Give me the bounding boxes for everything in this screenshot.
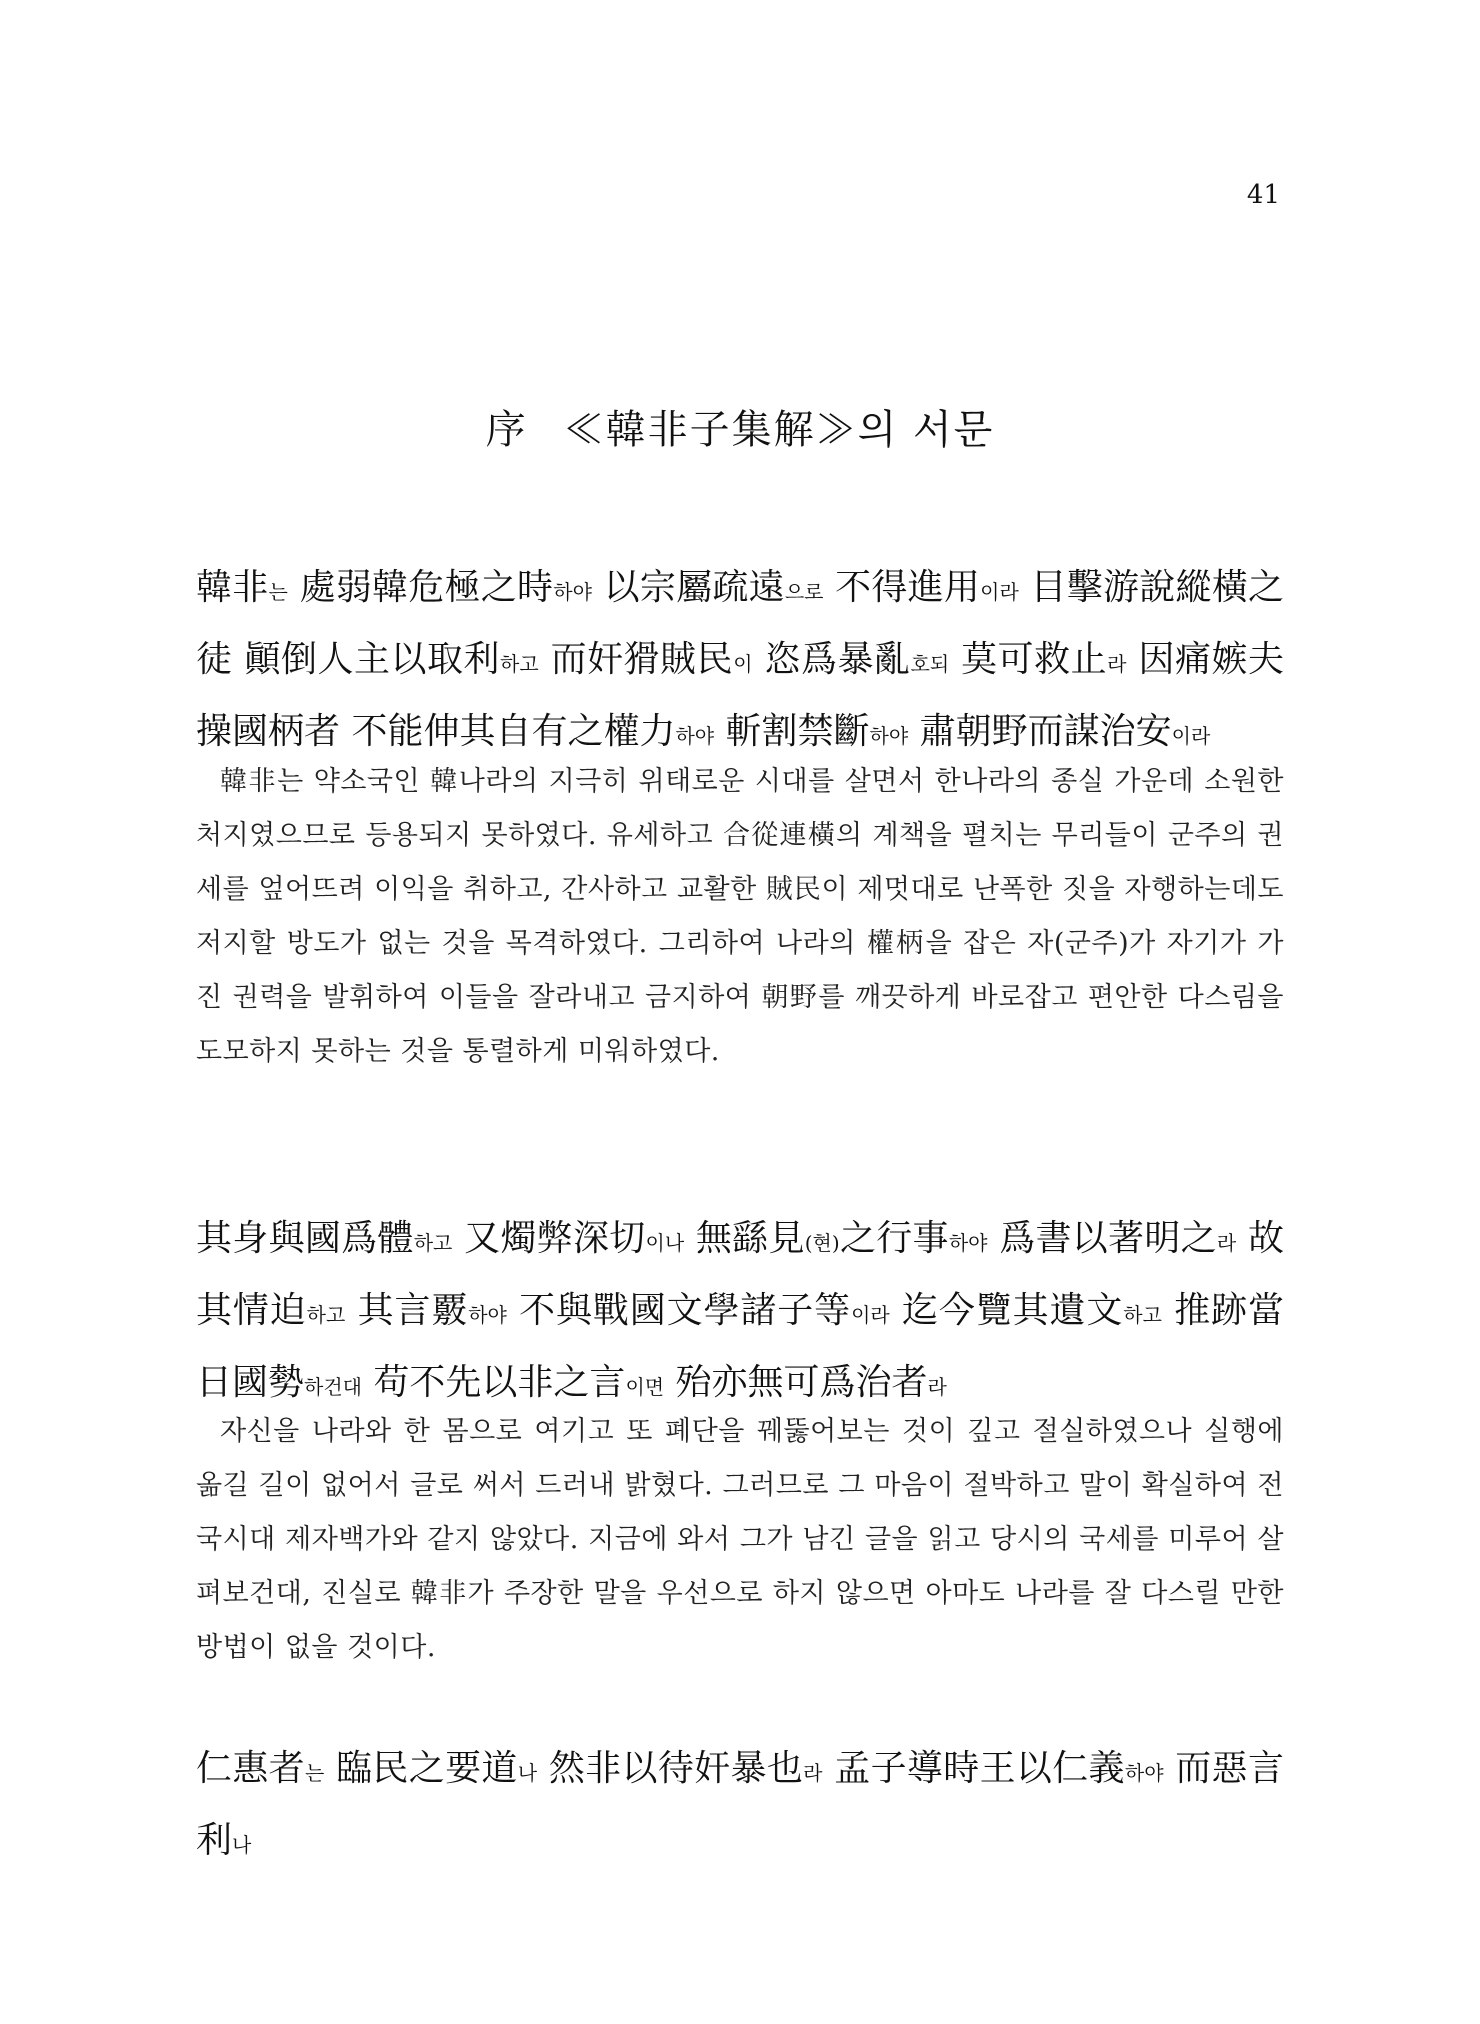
- particle: 하고: [1123, 1303, 1162, 1327]
- translation-2: 자신을 나라와 한 몸으로 여기고 또 폐단을 꿰뚫어보는 것이 깊고 절실하였으나 실행에 옮길 길이 없어서 글로 써서 드러내 밝혔다. 그러므로 그 마음이 절박하고 말이 확실하여 전국시대 제자백가와 같지 않았다. 지금에 와서 그가 남긴 글을 읽고 당시의 국세를 미루어 살펴보건대, 진실로 韓非가 주장한 말을 우선으로 하지 않으면 아마도 나라를 잘 다스릴 만한 방법이 없을 것이다.: [196, 1416, 1284, 1663]
- particle: 하고: [306, 1303, 346, 1327]
- particle: 하야: [1124, 1761, 1164, 1785]
- classical-text: 其身與國爲體: [196, 1218, 414, 1259]
- particle: 하고: [413, 1231, 453, 1255]
- classical-text: 肅朝野而謀治安: [908, 711, 1172, 752]
- classical-text: 因痛嫉夫操國柄者 不能伸其自有之權力: [196, 639, 1284, 752]
- particle: 는: [268, 580, 288, 604]
- particle: 이나: [645, 1231, 685, 1255]
- classical-text: 處弱韓危極之時: [287, 567, 554, 608]
- classical-text: 苟不先以非之言: [361, 1362, 626, 1403]
- particle: 하야: [948, 1231, 988, 1255]
- classical-text: 目擊游說縱橫之徒 顚倒人主以取利: [196, 567, 1284, 680]
- classical-text: 又燭弊深切: [452, 1218, 646, 1259]
- page-number: 41: [1246, 180, 1280, 210]
- classical-text: 不得進用: [823, 567, 981, 608]
- classical-text: 莫可救止: [949, 639, 1108, 680]
- classical-text: 然非以待奸暴也: [537, 1748, 804, 1789]
- classical-text: 斬割禁斷: [714, 711, 870, 752]
- particle: (현): [804, 1231, 840, 1255]
- page-title: [0, 398, 1480, 455]
- classical-text: 爲書以著明之: [987, 1218, 1217, 1259]
- particle: 으로: [784, 580, 824, 604]
- particle: 이라: [980, 580, 1019, 604]
- particle: 라: [803, 1761, 823, 1785]
- particle: 하건대: [304, 1375, 362, 1399]
- particle: 하야: [553, 580, 592, 604]
- particle: 이라: [1171, 724, 1211, 748]
- particle: 하야: [869, 724, 909, 748]
- title-main: 序: [485, 407, 528, 453]
- particle: 이면: [625, 1375, 665, 1399]
- classical-text: 以宗屬疏遠: [591, 567, 785, 608]
- particle: 라: [1107, 652, 1127, 676]
- classical-text: 而惡言利: [196, 1748, 1284, 1861]
- classical-text: 故其情迫: [196, 1218, 1284, 1331]
- title-sub: ≪韓非子集解≫의 서문: [563, 407, 995, 453]
- particle: 호되: [910, 652, 950, 676]
- particle: 하야: [468, 1303, 507, 1327]
- classical-text: 無繇見: [684, 1218, 805, 1259]
- particle: 나: [232, 1833, 252, 1857]
- classical-text: 不與戰國文學諸子等: [506, 1290, 852, 1331]
- classical-text: 而奸猾賊民: [538, 639, 734, 680]
- classical-text: 孟子導時王以仁義: [822, 1748, 1125, 1789]
- classical-text: 韓非: [196, 567, 269, 608]
- particle: 하야: [675, 724, 715, 748]
- original-text-1: [196, 554, 1284, 770]
- particle: 이: [733, 652, 753, 676]
- classical-text: 之行事: [839, 1218, 949, 1259]
- particle: 나: [517, 1761, 538, 1785]
- classical-text: 殆亦無可爲治者: [664, 1362, 928, 1403]
- original-text-2: [196, 1205, 1284, 1421]
- particle: 이라: [851, 1303, 890, 1327]
- particle: 하고: [500, 652, 539, 676]
- classical-text: 推跡當日國勢: [196, 1290, 1284, 1403]
- particle: 라: [927, 1375, 947, 1399]
- original-text-3: [196, 1735, 1284, 1879]
- classical-text: 恣爲暴亂: [752, 639, 911, 680]
- particle: 는: [305, 1761, 325, 1785]
- classical-text: 臨民之要道: [324, 1748, 518, 1789]
- classical-text: 迄今覽其遺文: [889, 1290, 1124, 1331]
- translation-1: 韓非는 약소국인 韓나라의 지극히 위태로운 시대를 살면서 한나라의 종실 가운데 소원한 처지였으므로 등용되지 못하였다. 유세하고 合從連橫의 계책을 펼치는 무리들이 군주의 권세를 엎어뜨려 이익을 취하고, 간사하고 교활한 賊民이 제멋대로 난폭한 짓을 자행하는데도 저지할 방도가 없는 것을 목격하였다. 그리하여 나라의 權柄을 잡은 자(군주)가 자기가 가진 권력을 발휘하여 이들을 잘라내고 금지하여 朝野를 깨끗하게 바로잡고 편안한 다스림을 도모하지 못하는 것을 통렬하게 미워하였다.: [196, 766, 1284, 1067]
- classical-text: 仁惠者: [196, 1748, 305, 1789]
- particle: 라: [1216, 1231, 1237, 1255]
- classical-text: 其言覈: [345, 1290, 469, 1331]
